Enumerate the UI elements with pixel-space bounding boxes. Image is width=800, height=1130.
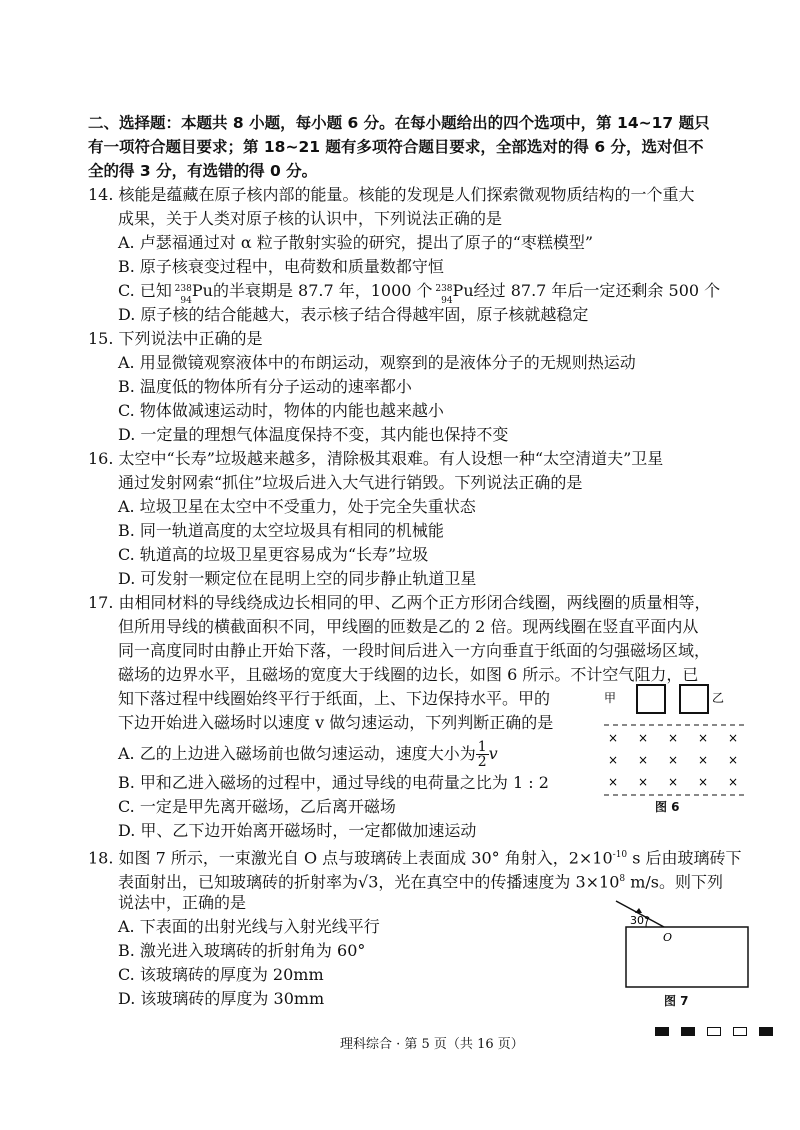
- q14-option-a: A. 卢瑟福通过对 α 粒子散射实验的研究，提出了原子的“枣糕模型”: [118, 233, 594, 252]
- coil-yi-label: 乙: [712, 691, 725, 705]
- field-x-mark: ×: [728, 775, 739, 789]
- field-x-mark: ×: [608, 775, 619, 789]
- q18-stem-line-2: [118, 868, 723, 893]
- marker-empty: [707, 1027, 721, 1036]
- q17-option-b: B. 甲和乙进入磁场的过程中，通过导线的电荷量之比为 1 : 2: [118, 773, 549, 792]
- page-marker-blocks: [655, 1027, 773, 1036]
- q15-stem: 15. 下列说法中正确的是: [88, 329, 263, 348]
- q17-option-a-text: A. 乙的上边进入磁场前也做匀速运动，速度大小为: [118, 744, 476, 763]
- coil-jia: [637, 685, 665, 713]
- q18-stem-line-2-text: 表面射出，已知玻璃砖的折射率为√3，光在真空中的传播速度为 3×10: [118, 872, 620, 892]
- q17-stem-line-3: 同一高度同时由静止开始下落，一段时间后进入一方向垂直于纸面的匀强磁场区域，: [118, 641, 711, 660]
- section-instructions-line-3: 全的得 3 分，有选错的得 0 分。: [88, 162, 318, 180]
- field-x-mark: ×: [668, 731, 679, 745]
- field-x-mark: ×: [668, 775, 679, 789]
- q14-option-c-prefix: C. 已知: [118, 281, 172, 300]
- q17-stem-line-5: 知下落过程中线圈始终平行于纸面，上、下边保持水平。甲的: [118, 689, 551, 708]
- q16-option-c: C. 轨道高的垃圾卫星更容易成为“长寿”垃圾: [118, 545, 429, 564]
- q16-option-d: D. 可发射一颗定位在昆明上空的同步静止轨道卫星: [118, 569, 477, 588]
- isotope-element: Pu: [452, 281, 474, 300]
- figure-7: [612, 895, 752, 995]
- field-x-mark: ×: [698, 753, 709, 767]
- q17-stem-line-6: 下边开始进入磁场时以速度 v 做匀速运动，下列判断正确的是: [118, 713, 554, 732]
- velocity-symbol: v: [488, 744, 498, 763]
- q16-stem-line-1: 16. 太空中“长寿”垃圾越来越多，清除极其艰难。有人设想一种“太空清道夫”卫星: [88, 449, 664, 468]
- q17-option-c: C. 一定是甲先离开磁场，乙后离开磁场: [118, 797, 396, 816]
- field-x-mark: ×: [638, 731, 649, 745]
- isotope-atomic-number: 94: [441, 296, 453, 306]
- q18-option-b: B. 激光进入玻璃砖的折射角为 60°: [118, 941, 366, 960]
- field-x-mark: ×: [608, 753, 619, 767]
- q17-option-d: D. 甲、乙下边开始离开磁场时，一定都做加速运动: [118, 821, 477, 840]
- marker-filled: [759, 1027, 773, 1036]
- field-x-mark: ×: [728, 731, 739, 745]
- q15-option-d: D. 一定量的理想气体温度保持不变，其内能也保持不变: [118, 425, 509, 444]
- q15-option-a: A. 用显微镜观察液体中的布朗运动，观察到的是液体分子的无规则热运动: [118, 353, 636, 372]
- q17-stem-line-1: 17. 由相同材料的导线绕成边长相同的甲、乙两个正方形闭合线圈，两线圈的质量相等，: [88, 593, 711, 612]
- isotope-notation: [433, 282, 453, 306]
- field-x-mark: ×: [728, 753, 739, 767]
- glass-brick: [626, 927, 748, 987]
- fraction-one-half: [476, 740, 489, 769]
- figure-7-caption: 图 7: [664, 994, 689, 1008]
- q15-option-b: B. 温度低的物体所有分子运动的速率都小: [118, 377, 412, 396]
- isotope-notation: [172, 282, 192, 306]
- field-x-mark: ×: [668, 753, 679, 767]
- q16-option-a: A. 垃圾卫星在太空中不受重力，处于完全失重状态: [118, 497, 476, 516]
- magnetic-field-grid: [608, 731, 738, 789]
- section-instructions-line-1: 二、选择题：本题共 8 小题，每小题 6 分。在每小题给出的四个选项中，第 14~17 题只: [88, 114, 710, 132]
- angle-label: 30°: [630, 914, 650, 927]
- field-x-mark: ×: [638, 753, 649, 767]
- q17-stem-line-2: 但所用导线的横截面积不同，甲线圈的匝数是乙的 2 倍。现两线圈在竖直平面内从: [118, 617, 699, 636]
- q18-option-a: A. 下表面的出射光线与入射光线平行: [118, 917, 380, 936]
- q14-option-c-middle: 的半衰期是 87.7 年，1000 个: [212, 281, 433, 300]
- q16-stem-line-2: 通过发射网索“抓住”垃圾后进入大气进行销毁。下列说法正确的是: [118, 473, 583, 492]
- q14-option-b: B. 原子核衰变过程中，电荷数和质量数都守恒: [118, 257, 444, 276]
- marker-empty: [733, 1027, 747, 1036]
- marker-filled: [655, 1027, 669, 1036]
- q18-option-c: C. 该玻璃砖的厚度为 20mm: [118, 965, 324, 984]
- exponent: 8: [619, 874, 626, 884]
- fraction-denominator: 2: [477, 754, 487, 770]
- figure-7-drawing: [612, 895, 752, 995]
- q15-option-c: C. 物体做减速运动时，物体的内能也越来越小: [118, 401, 444, 420]
- coil-yi: [680, 685, 708, 713]
- isotope-mass-number: 238: [435, 284, 453, 294]
- field-x-mark: ×: [638, 775, 649, 789]
- fraction-numerator: 1: [477, 739, 487, 755]
- q18-stem-line-1: [88, 844, 742, 869]
- q17-option-a: [118, 740, 498, 769]
- q18-option-d: D. 该玻璃砖的厚度为 30mm: [118, 989, 325, 1008]
- page-footer: 理科综合 · 第 5 页（共 16 页）: [340, 1037, 524, 1052]
- q18-stem-line-1-end: s 后由玻璃砖下: [627, 848, 742, 868]
- q14-option-c-suffix: 经过 87.7 年后一定还剩余 500 个: [473, 281, 721, 300]
- q14-option-d: D. 原子核的结合能越大，表示核子结合得越牢固，原子核就越稳定: [118, 305, 589, 324]
- ray-arrow-icon: [635, 908, 642, 913]
- q18-stem-line-1-text: 18. 如图 7 所示，一束激光自 O 点与玻璃砖上表面成 30° 角射入，2×10: [88, 848, 613, 868]
- figure-6-caption: 图 6: [655, 800, 680, 814]
- q14-option-c: [118, 280, 721, 306]
- exponent: -10: [612, 850, 628, 860]
- q16-option-b: B. 同一轨道高度的太空垃圾具有相同的机械能: [118, 521, 444, 540]
- isotope-atomic-number: 94: [180, 296, 192, 306]
- isotope-element: Pu: [191, 281, 213, 300]
- point-o-label: O: [663, 931, 673, 944]
- field-x-mark: ×: [698, 731, 709, 745]
- q14-stem-line-1: 14. 核能是蕴藏在原子核内部的能量。核能的发现是人们探索微观物质结构的一个重大: [88, 185, 695, 204]
- q14-stem-line-2: 成果，关于人类对原子核的认识中，下列说法正确的是: [118, 209, 503, 228]
- coil-jia-label: 甲: [604, 691, 617, 705]
- section-instructions-line-2: 有一项符合题目要求；第 18~21 题有多项符合题目要求，全部选对的得 6 分，选对但不: [88, 138, 704, 156]
- q18-stem-line-2-end: m/s。则下列: [625, 872, 724, 892]
- marker-filled: [681, 1027, 695, 1036]
- q17-stem-line-4: 磁场的边界水平，且磁场的宽度大于线圈的边长，如图 6 所示。不计空气阻力，已: [118, 665, 699, 684]
- q18-stem-line-3: 说法中，正确的是: [118, 893, 247, 912]
- isotope-mass-number: 238: [174, 284, 192, 294]
- field-x-mark: ×: [608, 731, 619, 745]
- field-x-mark: ×: [698, 775, 709, 789]
